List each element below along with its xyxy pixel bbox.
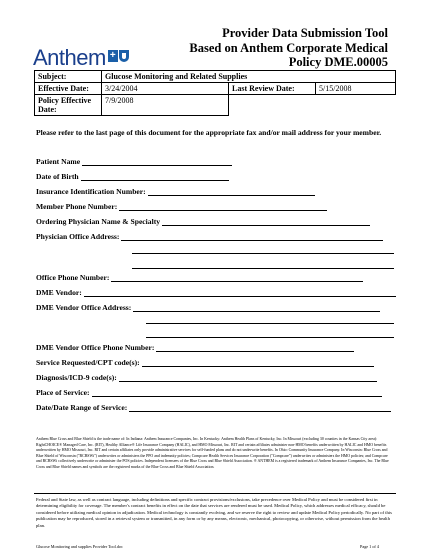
dob-field[interactable]: Date of Birth — [36, 172, 229, 181]
office-phone-field[interactable]: Office Phone Number: — [36, 273, 363, 282]
footer-filename: Glucose Monitoring and supplies Provider Tool.doc — [36, 544, 123, 549]
insurance-id-field[interactable]: Insurance Identification Number: — [36, 187, 315, 196]
service-cpt-field[interactable]: Service Requested/CPT code(s): — [36, 358, 374, 367]
effective-date-value: 3/24/2004 — [102, 83, 229, 95]
physician-address-line-2[interactable] — [132, 253, 394, 254]
last-review-label: Last Review Date: — [229, 83, 316, 95]
subject-value: Glucose Monitoring and Related Supplies — [102, 71, 396, 83]
document-title — [128, 26, 388, 70]
member-phone-field[interactable]: Member Phone Number: — [36, 202, 327, 211]
effective-date-label: Effective Date: — [35, 83, 102, 95]
title-line-1: Provider Data Submission Tool — [222, 26, 388, 40]
legal-disclaimer: Anthem Blue Cross and Blue Shield is the trade name of: In Indiana: Anthem Insurance Companies, Inc. In Kentucky: Anthem Health Plans of Kentucky, Inc. In Missouri (excluding 30 counties in the Kansas City area): RightCHOICE® Managed Care, Inc. (RIT), Healthy Alliance® Life Insurance Company (HALIC), and HMO Missouri, Inc. RIT and certain affiliates administer non-HMO benefits underwritten by HALIC and HMO benefits underwritten by HMO Missouri, Inc. RIT and certain affiliates only provide administrative services for self-funded plans and do not underwrite benefits. In Ohio: Community Insurance Company. In Wisconsin: Blue Cross and Blue Shield of Wisconsin ("BCBSWi") underwrites or administers the PPO and indemnity policies; Compcare Health Services Insurance Corporation ("Compcare") underwrites or administers the HMO policies; and Compcare and BCBSWi collectively underwrite or administer the POS policies. Independent licensees of the Blue Cross and Blue Shield Association. ® ANTHEM is a registered trademark of Anthem Insurance Companies, Inc. The Blue Cross and Blue Shield names and symbols are the registered marks of the Blue Cross and Blue Shield Association. — [36, 437, 389, 469]
date-range-field[interactable]: Date/Date Range of Service: — [36, 403, 391, 412]
policy-effective-label: Policy Effective Date: — [35, 95, 102, 116]
title-line-3: Policy DME.00005 — [288, 55, 388, 69]
patient-name-field[interactable]: Patient Name — [36, 157, 232, 166]
physician-address-field[interactable]: Physician Office Address: — [36, 232, 383, 241]
title-line-2: Based on Anthem Corporate Medical — [189, 40, 388, 55]
blue-cross-icon: + — [108, 50, 118, 62]
subject-label: Subject: — [35, 71, 102, 83]
footer-page-number: Page 1 of 4 — [360, 544, 379, 549]
last-review-value: 5/15/2008 — [316, 83, 396, 95]
place-of-service-field[interactable]: Place of Service: — [36, 388, 382, 397]
vendor-address-line-3[interactable] — [146, 337, 394, 338]
dme-vendor-field[interactable]: DME Vendor: — [36, 288, 396, 297]
policy-info-table — [34, 70, 396, 116]
dme-vendor-address-field[interactable]: DME Vendor Office Address: — [36, 303, 380, 312]
dme-vendor-phone-field[interactable]: DME Vendor Office Phone Number: — [36, 343, 354, 352]
footer-divider — [34, 493, 396, 494]
policy-footer-note: Federal and State law, as well as contract language, including definitions and specific contract provisions/exclusions, take precedence over Medical Policy and must be considered first in determining eligibility for coverage. The member's contract benefits in effect on the date that services are rendered must be used. Medical Policy, which addresses medical efficacy, should be considered before utilizing medical opinion in adjudication. Medical technology is constantly evolving, and we reserve the right to review and update Medical Policy periodically. No part of this publication may be reproduced, stored in a retrieval system or transmitted, in any form or by any means, electronic, mechanical, photocopying, or otherwise, without permission from the health plan. — [36, 497, 392, 528]
anthem-wordmark: Anthem — [33, 45, 106, 70]
fax-address-notice: Please refer to the last page of this document for the appropriate fax and/or mail address for your member. — [36, 128, 382, 137]
vendor-address-line-2[interactable] — [146, 323, 394, 324]
diagnosis-field[interactable]: Diagnosis/ICD-9 code(s): — [36, 373, 377, 382]
ordering-physician-field[interactable]: Ordering Physician Name & Specialty — [36, 217, 370, 226]
policy-effective-value: 7/9/2008 — [102, 95, 229, 116]
anthem-logo — [33, 45, 129, 71]
physician-address-line-3[interactable] — [132, 268, 394, 269]
